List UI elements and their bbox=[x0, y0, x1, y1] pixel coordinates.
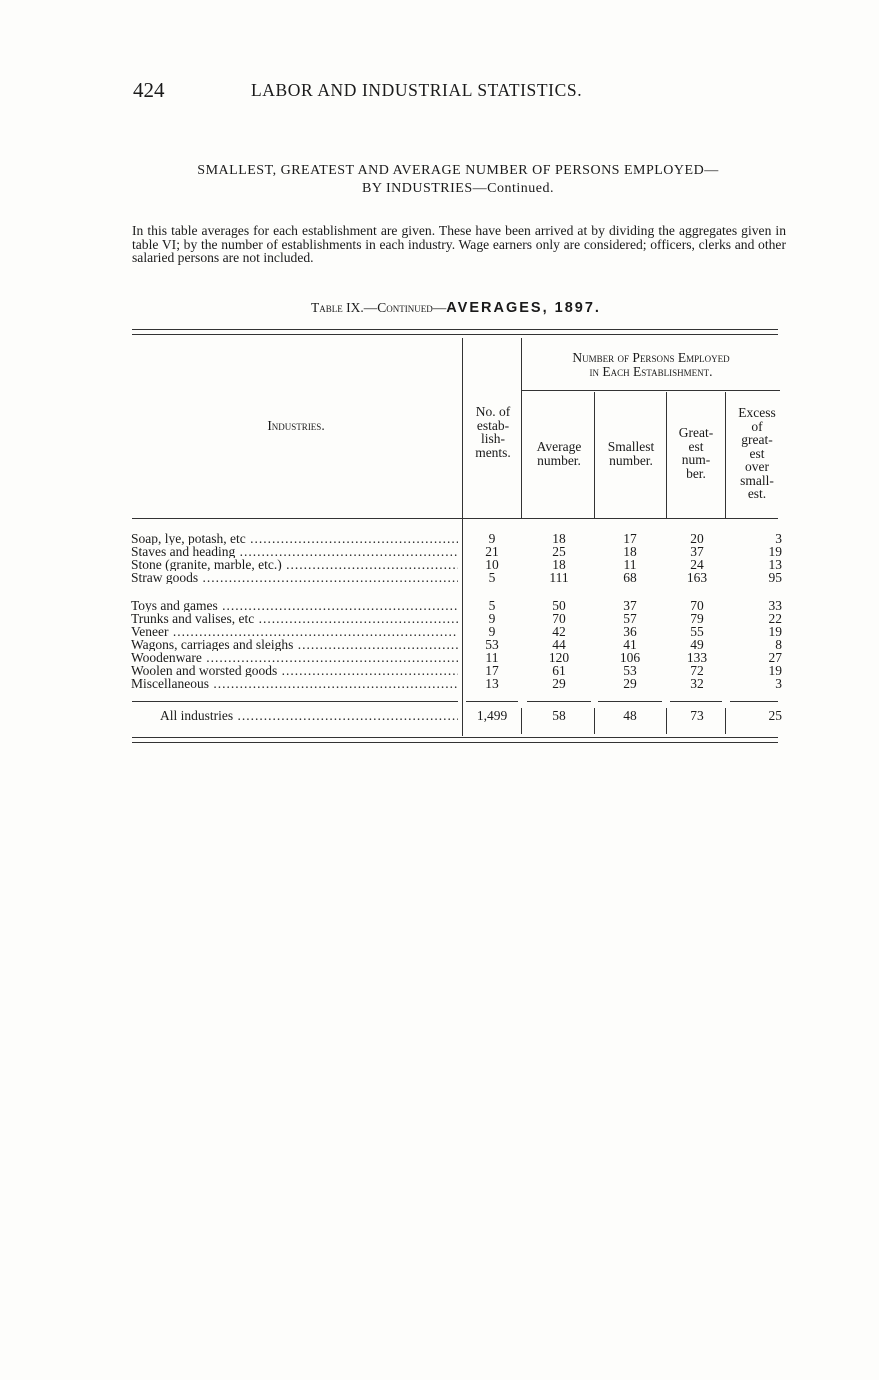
section-title-line2: BY INDUSTRIES—Continued. bbox=[362, 181, 554, 196]
average-number: 50 bbox=[552, 598, 566, 613]
greatest-number: 55 bbox=[690, 624, 704, 639]
page-number: 424 bbox=[133, 78, 165, 102]
industry-name: Woodenware ..... bbox=[131, 651, 458, 664]
excess-number: 33 bbox=[768, 598, 782, 613]
greatest-number: 133 bbox=[686, 650, 708, 665]
header-greatest-line: Great- bbox=[678, 425, 714, 440]
header-no-estab-line: No. of bbox=[475, 404, 511, 419]
smallest-number: 41 bbox=[623, 637, 637, 652]
smallest-number: 17 bbox=[623, 531, 637, 546]
industry-name: Woolen and worsted goods ..... bbox=[131, 664, 458, 677]
industry-name: Straw goods ..... bbox=[131, 571, 458, 584]
smallest-number: 53 bbox=[623, 663, 637, 678]
header-excess-line: Excess bbox=[738, 405, 776, 420]
header-greatest-line: num- bbox=[681, 452, 711, 467]
header-average-line: number. bbox=[537, 452, 581, 468]
table-row bbox=[0, 612, 879, 625]
greatest-number: 20 bbox=[690, 531, 704, 546]
average-number: 29 bbox=[552, 676, 566, 691]
header-average bbox=[524, 440, 594, 467]
industry-name: Toys and games ..... bbox=[131, 599, 458, 612]
excess-number: 3 bbox=[775, 676, 782, 691]
header-industries: Industries. bbox=[267, 418, 325, 433]
estab-count: 10 bbox=[485, 557, 499, 572]
group-header-rule bbox=[522, 390, 780, 391]
average-number: 18 bbox=[552, 531, 566, 546]
smallest-number: 11 bbox=[623, 557, 637, 572]
average-number: 42 bbox=[552, 624, 566, 639]
total-rule bbox=[730, 701, 778, 702]
top-rule bbox=[132, 329, 778, 330]
greatest-number: 37 bbox=[690, 544, 704, 559]
average-number: 25 bbox=[552, 544, 566, 559]
column-divider bbox=[594, 392, 595, 519]
header-bottom-rule bbox=[132, 518, 778, 519]
industry-name: Wagons, carriages and sleighs ..... bbox=[131, 638, 458, 651]
smallest-number: 37 bbox=[623, 598, 637, 613]
table-row bbox=[0, 571, 879, 584]
bottom-rule bbox=[132, 737, 778, 738]
header-no-estab-line: ments. bbox=[475, 444, 511, 460]
table-row bbox=[0, 638, 879, 651]
excess-number: 27 bbox=[768, 650, 782, 665]
header-average-line: Average bbox=[536, 439, 582, 454]
table-caption bbox=[130, 300, 782, 316]
excess-number: 19 bbox=[768, 624, 782, 639]
greatest-number: 73 bbox=[690, 708, 704, 723]
top-rule-inner bbox=[132, 334, 778, 335]
estab-count: 17 bbox=[485, 663, 499, 678]
table-row bbox=[0, 651, 879, 664]
industry-name: Soap, lye, potash, etc ..... bbox=[131, 532, 458, 545]
running-title: LABOR AND INDUSTRIAL STATISTICS. bbox=[251, 80, 583, 100]
table-row bbox=[0, 625, 879, 638]
average-number: 111 bbox=[549, 570, 569, 585]
header-smallest-line: number. bbox=[609, 452, 653, 468]
estab-count: 9 bbox=[488, 531, 496, 546]
industry-name: Veneer ..... bbox=[131, 625, 458, 638]
header-excess-line: est. bbox=[747, 486, 767, 501]
header-smallest-line: Smallest bbox=[607, 439, 655, 454]
average-number: 58 bbox=[552, 708, 566, 723]
estab-count: 9 bbox=[488, 611, 496, 626]
industry-name: Trunks and valises, etc ..... bbox=[131, 612, 458, 625]
header-group-line: in Each Establishment. bbox=[589, 363, 713, 379]
table-row bbox=[0, 677, 879, 690]
header-no-estab-line: lish- bbox=[480, 431, 505, 446]
header-excess-line: small- bbox=[740, 472, 774, 488]
table-row bbox=[0, 664, 879, 677]
smallest-number: 29 bbox=[623, 676, 637, 691]
estab-count: 53 bbox=[485, 637, 499, 652]
smallest-number: 106 bbox=[619, 650, 641, 665]
total-rule bbox=[598, 701, 662, 702]
estab-count: 13 bbox=[485, 676, 499, 691]
header-excess-line: great- bbox=[741, 432, 773, 447]
smallest-number: 68 bbox=[623, 570, 637, 585]
header-excess-line: over bbox=[745, 459, 769, 474]
excess-number: 13 bbox=[768, 557, 782, 572]
header-group-line: Number of Persons Employed bbox=[572, 350, 730, 365]
total-rule bbox=[132, 701, 458, 702]
excess-number: 19 bbox=[768, 544, 782, 559]
estab-count: 1,499 bbox=[476, 708, 508, 723]
header-group bbox=[522, 351, 780, 378]
table-row bbox=[0, 532, 879, 545]
industry-name: Staves and heading ..... bbox=[131, 545, 458, 558]
section-title bbox=[130, 162, 786, 198]
intro-paragraph: In this table averages for each establishment are given. These have been arrived at by dividing the aggregates given in table VI; by the number of establishments in each industry. Wage earners only are considered; officers, clerks and other salaried persons are not included. bbox=[132, 223, 786, 266]
total-rule bbox=[466, 701, 518, 702]
excess-number: 8 bbox=[775, 637, 782, 652]
bottom-rule-inner bbox=[132, 742, 778, 743]
total-rule bbox=[527, 701, 591, 702]
greatest-number: 32 bbox=[690, 676, 704, 691]
table-caption-prefix: Table IX.—Continued— bbox=[311, 300, 447, 315]
estab-count: 5 bbox=[488, 598, 496, 613]
running-head bbox=[133, 78, 781, 104]
table-caption-emphasis: AVERAGES, 1897. bbox=[446, 300, 601, 316]
estab-count: 21 bbox=[485, 544, 499, 559]
average-number: 18 bbox=[552, 557, 566, 572]
greatest-number: 79 bbox=[690, 611, 704, 626]
header-greatest-line: est bbox=[688, 438, 704, 454]
average-number: 44 bbox=[552, 637, 566, 652]
header-greatest-line: ber. bbox=[686, 465, 706, 481]
greatest-number: 163 bbox=[686, 570, 708, 585]
smallest-number: 18 bbox=[623, 544, 637, 559]
total-label: All industries ..... bbox=[160, 709, 458, 722]
average-number: 70 bbox=[552, 611, 566, 626]
smallest-number: 57 bbox=[623, 611, 637, 626]
greatest-number: 49 bbox=[690, 637, 704, 652]
average-number: 120 bbox=[548, 650, 570, 665]
column-divider bbox=[725, 392, 726, 519]
industry-name: Miscellaneous ..... bbox=[131, 677, 458, 690]
greatest-number: 72 bbox=[690, 663, 704, 678]
excess-number: 95 bbox=[768, 570, 782, 585]
excess-number: 25 bbox=[768, 708, 782, 723]
header-excess bbox=[727, 406, 787, 501]
table-row bbox=[0, 558, 879, 571]
header-smallest bbox=[596, 440, 666, 467]
greatest-number: 24 bbox=[690, 557, 704, 572]
excess-number: 19 bbox=[768, 663, 782, 678]
header-excess-line: of bbox=[751, 418, 763, 434]
estab-count: 11 bbox=[485, 650, 499, 665]
average-number: 61 bbox=[552, 663, 566, 678]
excess-number: 3 bbox=[775, 531, 782, 546]
industry-name: Stone (granite, marble, etc.) ..... bbox=[131, 558, 458, 571]
header-greatest bbox=[667, 426, 725, 480]
header-no-estab-line: estab- bbox=[476, 417, 510, 433]
excess-number: 22 bbox=[768, 611, 782, 626]
smallest-number: 36 bbox=[623, 624, 637, 639]
header-excess-line: est bbox=[749, 445, 765, 461]
estab-count: 9 bbox=[488, 624, 496, 639]
table-row bbox=[0, 545, 879, 558]
greatest-number: 70 bbox=[690, 598, 704, 613]
estab-count: 5 bbox=[488, 570, 496, 585]
section-title-line1: SMALLEST, GREATEST AND AVERAGE NUMBER OF PERSONS EMPLOYED— bbox=[197, 163, 719, 178]
total-rule bbox=[670, 701, 722, 702]
total-row bbox=[0, 709, 879, 722]
smallest-number: 48 bbox=[623, 708, 637, 723]
table-row bbox=[0, 599, 879, 612]
header-no-estab bbox=[465, 405, 521, 459]
